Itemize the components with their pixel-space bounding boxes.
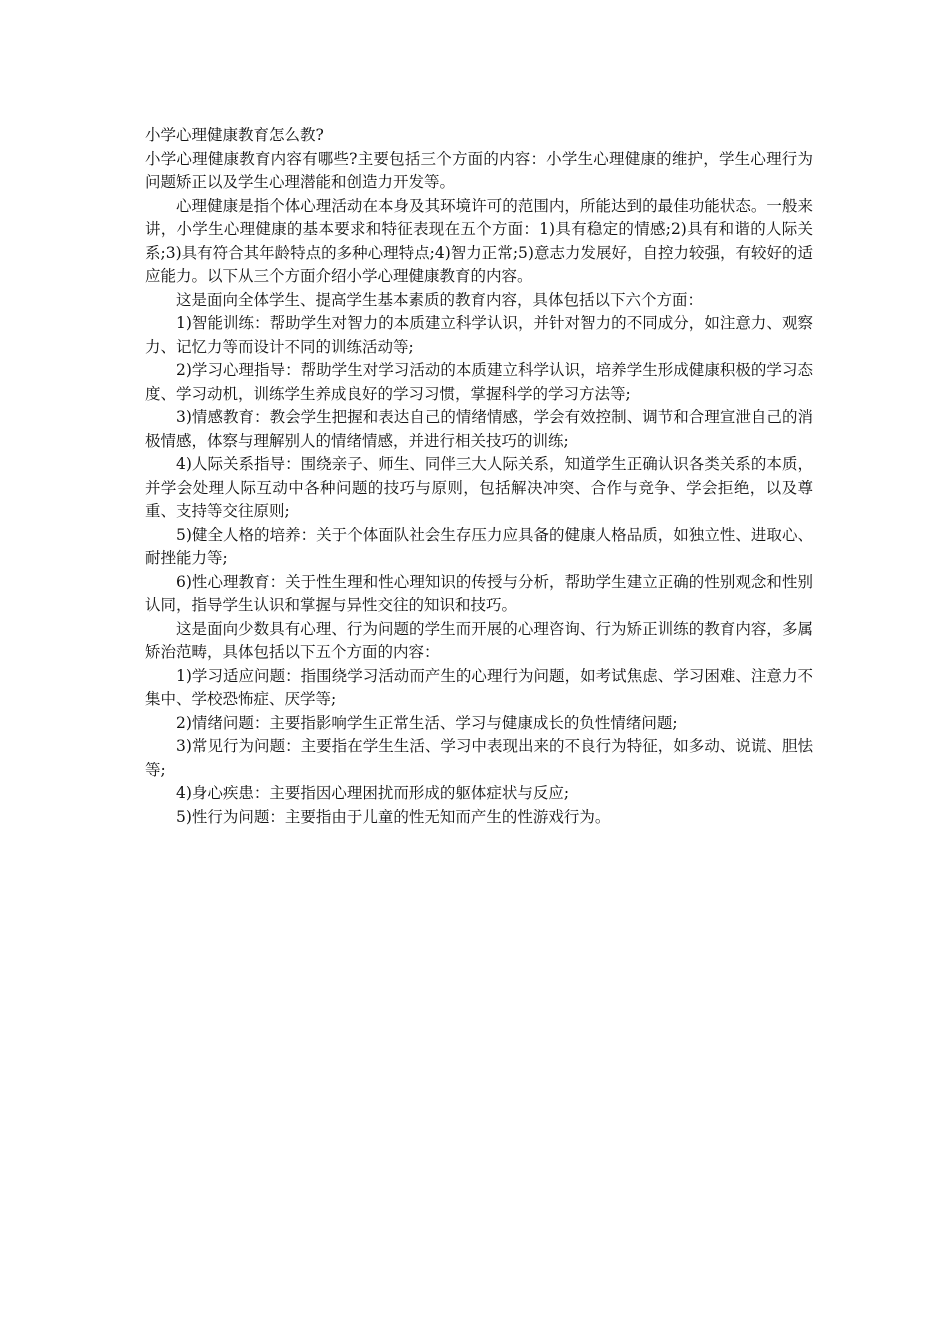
list-item-intelligence-training: 1)智能训练：帮助学生对智力的本质建立科学认识，并针对智力的不同成分，如注意力、观察力、记忆力等而设计不同的训练活动等;	[145, 314, 813, 356]
list-item-personality-cultivation: 5)健全人格的培养：关于个体面队社会生存压力应具备的健康人格品质，如独立性、进取心、耐挫能力等;	[145, 525, 813, 567]
list-item-learning-guidance: 2)学习心理指导：帮助学生对学习活动的本质建立科学认识，培养学生形成健康积极的学习态度、学习动机，训练学生养成良好的学习习惯，掌握科学的学习方法等;	[145, 361, 813, 403]
paragraph-section-one-intro: 这是面向全体学生、提高学生基本素质的教育内容，具体包括以下六个方面：	[176, 290, 704, 309]
list-item-learning-adaptation: 1)学习适应问题：指围绕学习活动而产生的心理行为问题，如考试焦虑、学习困难、注意力不集中、学校恐怖症、厌学等;	[145, 666, 813, 708]
list-item-psychosomatic: 4)身心疾患：主要指因心理困扰而形成的躯体症状与反应;	[176, 784, 570, 802]
list-item-emotion-problems: 2)情绪问题：主要指影响学生正常生活、学习与健康成长的负性情绪问题;	[176, 713, 678, 732]
document-title: 小学心理健康教育怎么教?	[145, 126, 324, 144]
list-item-emotion-education: 3)情感教育：教会学生把握和表达自己的情绪情感，学会有效控制、调节和合理宣泄自己的消极情感，体察与理解别人的情绪情感，并进行相关技巧的训练;	[145, 408, 813, 450]
list-item-behavior-problems: 3)常见行为问题：主要指在学生生活、学习中表现出来的不良行为特征，如多动、说谎、胆怯等;	[145, 737, 813, 779]
paragraph-intro: 小学心理健康教育内容有哪些?主要包括三个方面的内容：小学生心理健康的维护，学生心理行为问题矫正以及学生心理潜能和创造力开发等。	[145, 149, 813, 191]
list-item-interpersonal-guidance: 4)人际关系指导：围绕亲子、师生、同伴三大人际关系，知道学生正确认识各类关系的本质，并学会处理人际互动中各种问题的技巧与原则，包括解决冲突、合作与竞争、学会拒绝，以及尊重、支持等交往原则;	[145, 455, 813, 520]
document-body	[145, 124, 813, 829]
list-item-sexual-behavior: 5)性行为问题：主要指由于儿童的性无知而产生的性游戏行为。	[176, 807, 611, 826]
list-item-sex-education: 6)性心理教育：关于性生理和性心理知识的传授与分析，帮助学生建立正确的性别观念和性别认同，指导学生认识和掌握与异性交往的知识和技巧。	[145, 572, 813, 614]
paragraph-definition: 心理健康是指个体心理活动在本身及其环境许可的范围内，所能达到的最佳功能状态。一般来讲，小学生心理健康的基本要求和特征表现在五个方面：1)具有稳定的情感;2)具有和谐的人际关系;3)具有符合其年龄特点的多种心理特点;4)智力正常;5)意志力发展好，自控力较强，有较好的适应能力。以下从三个方面介绍小学心理健康教育的内容。	[145, 196, 813, 285]
paragraph-section-two-intro: 这是面向少数具有心理、行为问题的学生而开展的心理咨询、行为矫正训练的教育内容，多属矫治范畴，具体包括以下五个方面的内容：	[145, 619, 813, 661]
